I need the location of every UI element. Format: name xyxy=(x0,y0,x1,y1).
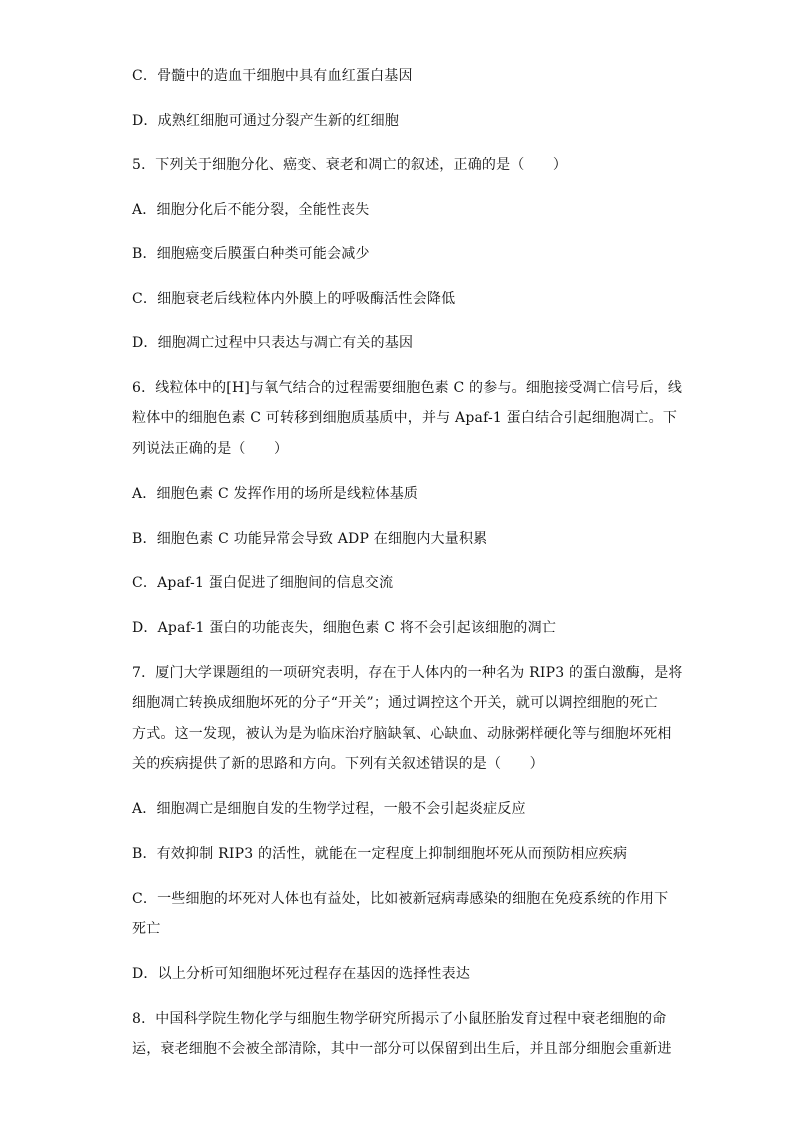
option-5b: B．细胞癌变后膜蛋白种类可能会减少 xyxy=(132,246,370,262)
question-6-stem: 6．线粒体中的[H]与氧气结合的过程需要细胞色素 C 的参与。细胞接受凋亡信号后，线 xyxy=(132,380,683,396)
option-7b: B．有效抑制 RIP3 的活性，就能在一定程度上抑制细胞坏死从而预防相应疾病 xyxy=(132,846,628,862)
option-6c: C．Apaf-1 蛋白促进了细胞间的信息交流 xyxy=(132,575,394,591)
option-6b: B．细胞色素 C 功能异常会导致 ADP 在细胞内大量积累 xyxy=(132,531,488,547)
option-6a: A．细胞色素 C 发挥作用的场所是线粒体基质 xyxy=(132,486,419,502)
option-7a: A．细胞凋亡是细胞自发的生物学过程，一般不会引起炎症反应 xyxy=(132,801,526,817)
option-5a: A．细胞分化后不能分裂，全能性丧失 xyxy=(132,202,370,218)
question-7-stem: 方式。这一发现，被认为是为临床治疗脑缺氧、心缺血、动脉粥样硬化等与细胞坏死相 xyxy=(132,726,672,742)
option-6d: D．Apaf-1 蛋白的功能丧失，细胞色素 C 将不会引起该细胞的凋亡 xyxy=(132,620,557,636)
option-5d: D．细胞凋亡过程中只表达与凋亡有关的基因 xyxy=(132,335,414,351)
option-7c: C．一些细胞的坏死对人体也有益处，比如被新冠病毒感染的细胞在免疫系统的作用下 xyxy=(132,891,669,907)
question-8-stem: 运，衰老细胞不会被全部清除，其中一部分可以保留到出生后，并且部分细胞会重新进 xyxy=(132,1041,672,1057)
question-7-stem: 7．厦门大学课题组的一项研究表明，存在于人体内的一种名为 RIP3 的蛋白激酶，是将 xyxy=(132,665,683,681)
option-4d: D．成熟红细胞可通过分裂产生新的红细胞 xyxy=(132,113,400,129)
question-5-stem: 5．下列关于细胞分化、癌变、衰老和凋亡的叙述，正确的是（ ） xyxy=(132,157,568,173)
question-7-stem: 关的疾病提供了新的思路和方向。下列有关叙述错误的是（ ） xyxy=(132,756,544,772)
question-6-stem: 粒体中的细胞色素 C 可转移到细胞质基质中，并与 Apaf-1 蛋白结合引起细胞凋亡。下 xyxy=(132,410,678,426)
question-7-stem: 细胞凋亡转换成细胞坏死的分子“开关”；通过调控这个开关，就可以调控细胞的死亡 xyxy=(132,695,658,711)
option-7d: D．以上分析可知细胞坏死过程存在基因的选择性表达 xyxy=(132,966,471,982)
option-5c: C．细胞衰老后线粒体内外膜上的呼吸酶活性会降低 xyxy=(132,291,456,307)
option-4c: C．骨髓中的造血干细胞中具有血红蛋白基因 xyxy=(132,68,413,84)
option-7c: 死亡 xyxy=(132,921,161,937)
question-8-stem: 8．中国科学院生物化学与细胞生物学研究所揭示了小鼠胚胎发育过程中衰老细胞的命 xyxy=(132,1011,667,1027)
question-6-stem: 列说法正确的是（ ） xyxy=(132,441,289,457)
